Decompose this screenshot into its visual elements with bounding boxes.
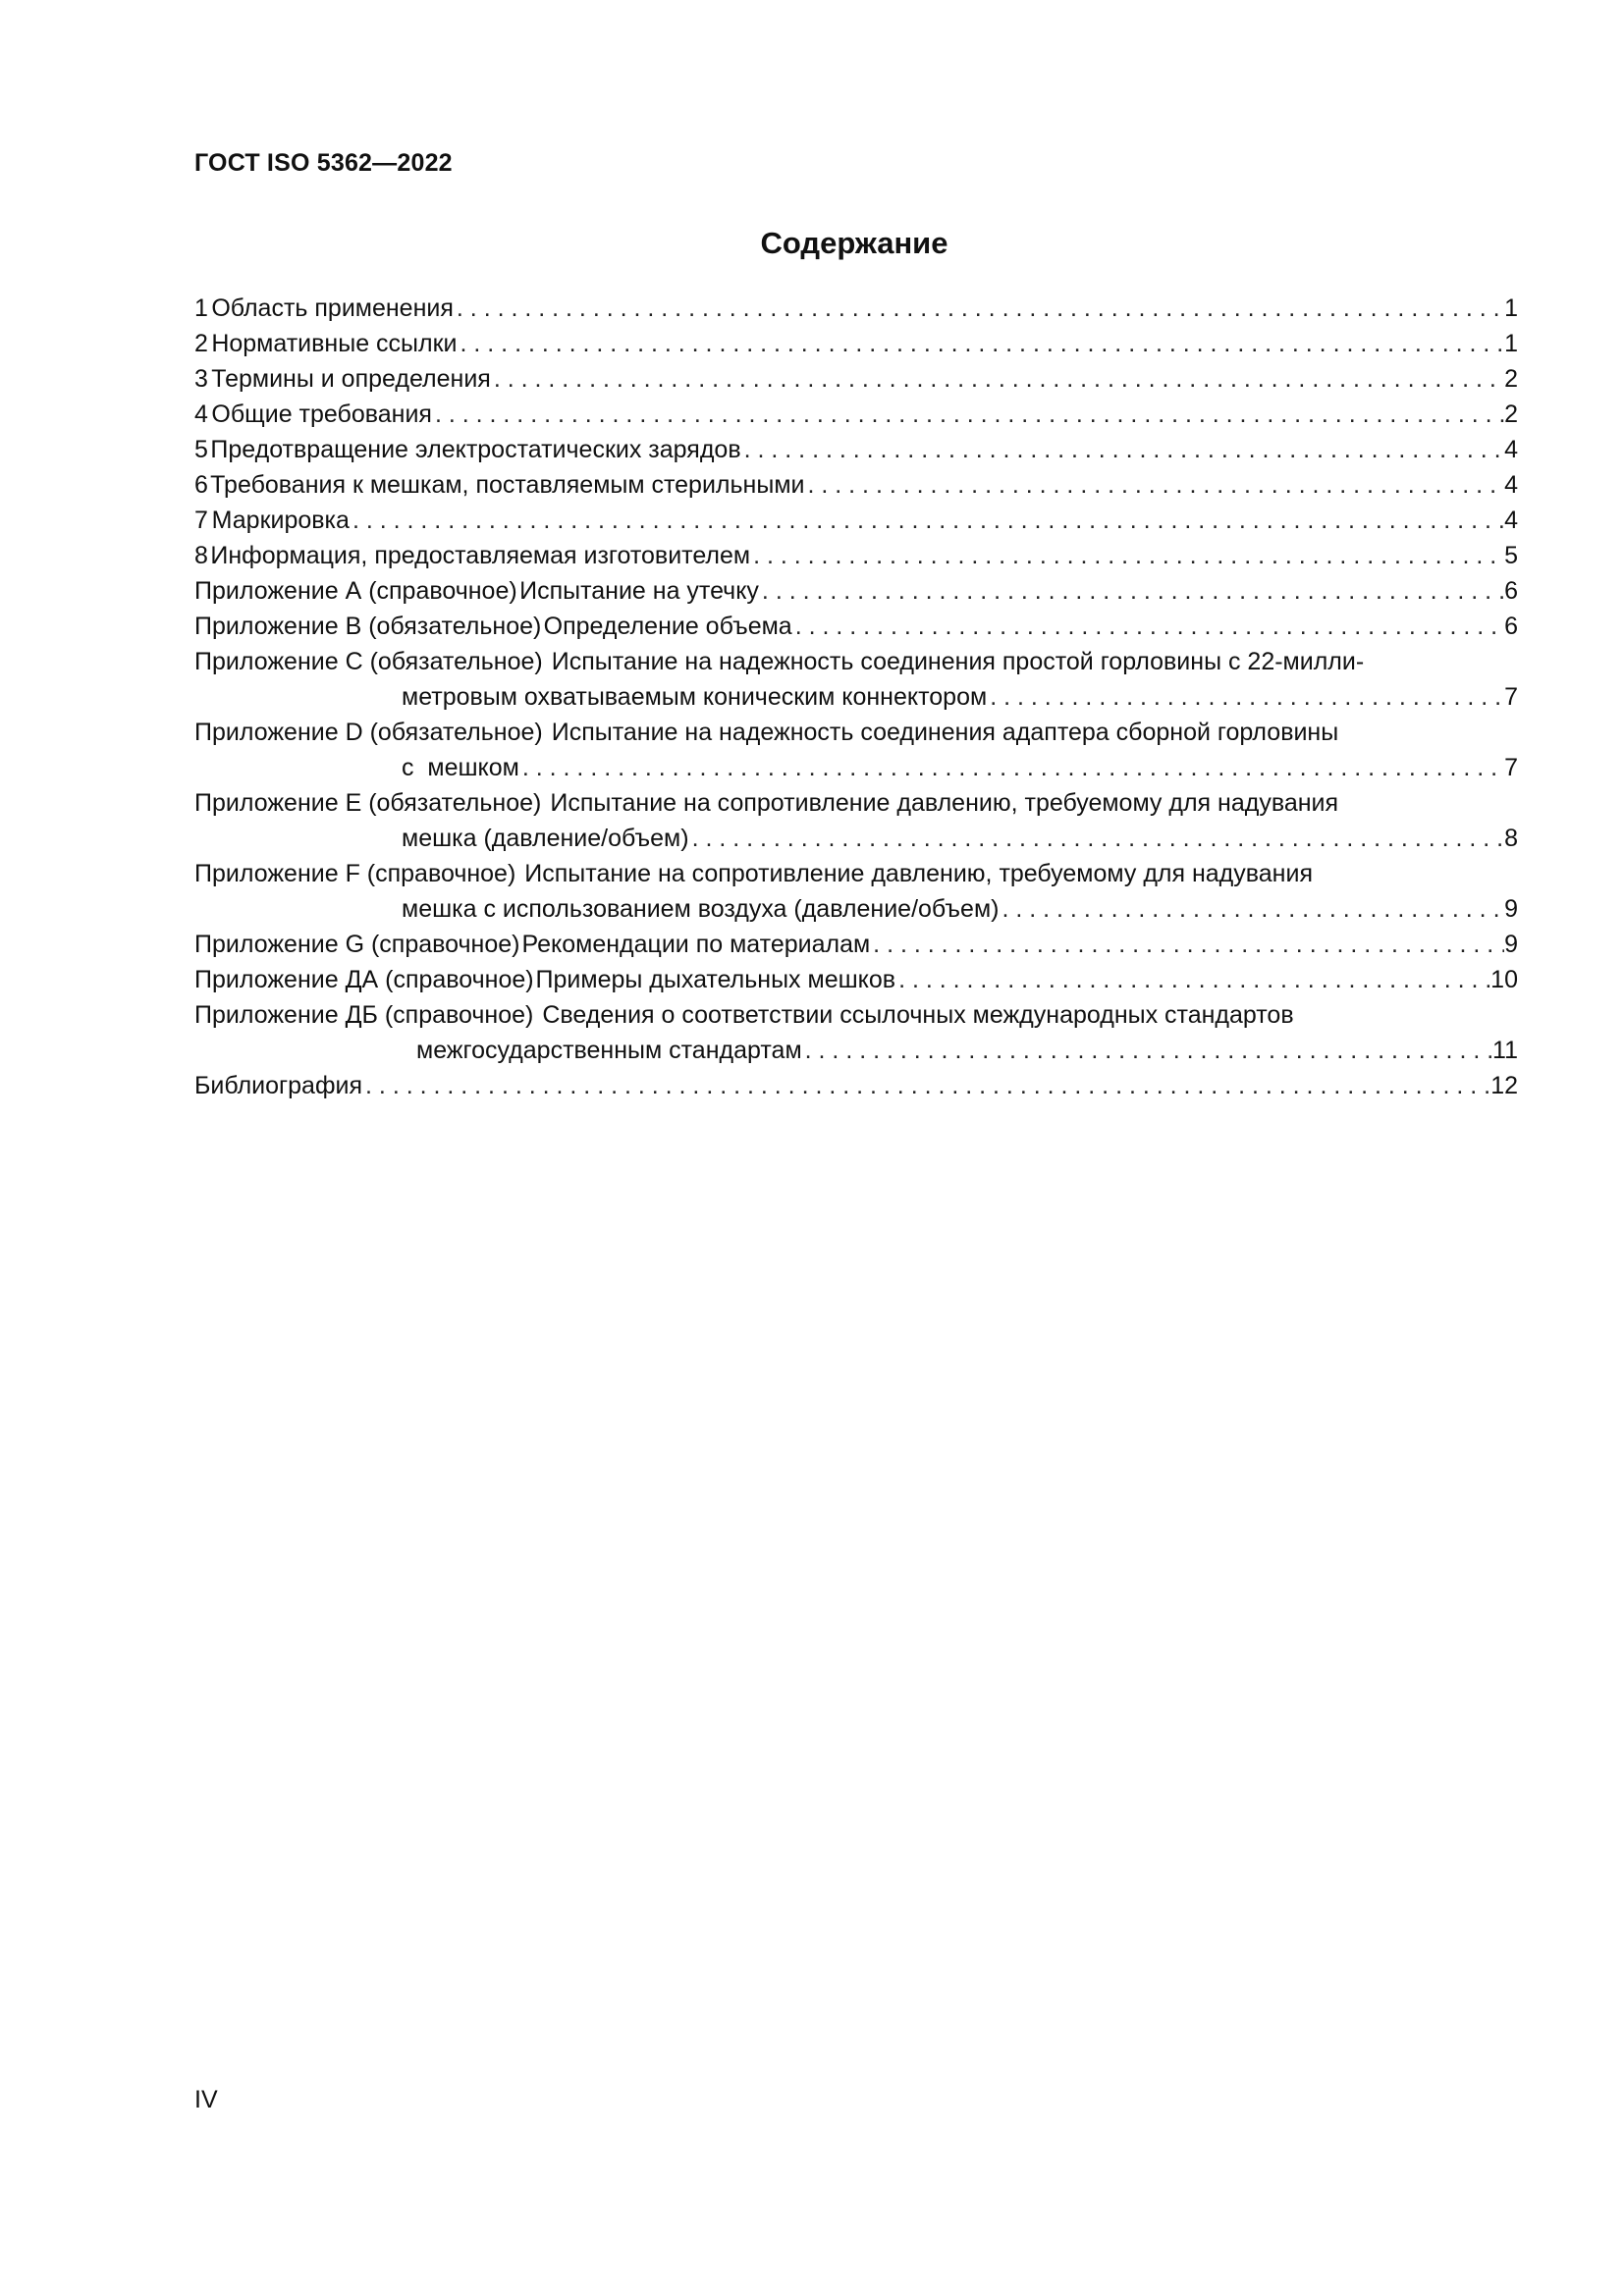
toc-item-3[interactable]	[194, 361, 1518, 397]
toc-title-line-1: Испытание на надежность соединения простой горловины с 22-милли-	[551, 648, 1365, 675]
toc-title-line-1: Испытание на надежность соединения адаптера сборной горловины	[551, 719, 1339, 746]
leader-dots	[750, 538, 1504, 573]
toc-number: 6	[194, 471, 208, 499]
toc-number: 7	[194, 507, 208, 534]
toc-page: 11	[1492, 1037, 1518, 1064]
toc-annex-label: Приложение А (справочное)	[194, 577, 517, 605]
leader-dots	[458, 326, 1505, 361]
toc-annex-label: Приложение В (обязательное)	[194, 613, 542, 640]
toc-title-line-1: Испытание на сопротивление давлению, требуемому для надувания	[550, 789, 1339, 817]
leader-dots	[802, 1033, 1492, 1068]
leader-dots	[987, 679, 1504, 715]
leader-dots	[999, 891, 1504, 927]
leader-dots	[870, 927, 1504, 962]
toc-item-6[interactable]	[194, 467, 1518, 503]
toc-item-1[interactable]	[194, 291, 1518, 326]
toc-title: Предотвращение электростатических зарядов	[210, 436, 741, 463]
toc-item-annex-g[interactable]	[194, 927, 1518, 962]
toc-number: 5	[194, 436, 208, 463]
toc-title: Рекомендации по материалам	[521, 931, 871, 958]
toc-page: 8	[1504, 825, 1518, 852]
toc-annex-label: Приложение G (справочное)	[194, 931, 520, 958]
document-code: ГОСТ ISO 5362—2022	[194, 149, 453, 177]
toc-title: Термины и определения	[211, 365, 491, 393]
toc-title: Испытание на утечку	[519, 577, 759, 605]
toc-title: Определение объема	[543, 613, 792, 640]
toc-title-line-2: мешка (давление/объем)	[402, 825, 689, 852]
toc-item-annex-f[interactable]	[194, 856, 1518, 927]
toc-title: Общие требования	[211, 400, 432, 428]
toc-number: 1	[194, 294, 208, 322]
toc-title-line-1: Сведения о соответствии ссылочных международных стандартов	[542, 1001, 1294, 1029]
leader-dots	[454, 291, 1504, 326]
toc-item-2[interactable]	[194, 326, 1518, 361]
toc-number: 3	[194, 365, 208, 393]
toc-item-annex-a[interactable]	[194, 573, 1518, 609]
toc-item-5[interactable]	[194, 432, 1518, 467]
toc-page: 1	[1504, 294, 1518, 322]
toc-annex-label: Приложение С (обязательное)	[194, 648, 543, 675]
toc-page: 6	[1504, 577, 1518, 605]
toc-page: 2	[1504, 365, 1518, 393]
toc-item-annex-b[interactable]	[194, 609, 1518, 644]
toc-page: 9	[1504, 931, 1518, 958]
toc-item-annex-c[interactable]	[194, 644, 1518, 715]
toc-page: 4	[1504, 471, 1518, 499]
toc-item-8[interactable]	[194, 538, 1518, 573]
toc-title: Маркировка	[211, 507, 350, 534]
toc-page: 5	[1504, 542, 1518, 569]
leader-dots	[350, 503, 1504, 538]
toc-title-line-2: с мешком	[402, 754, 519, 781]
toc-title-line-2: метровым охватываемым коническим коннектором	[402, 683, 988, 711]
toc-title: Нормативные ссылки	[211, 330, 458, 357]
leader-dots	[792, 609, 1504, 644]
leader-dots	[432, 397, 1504, 432]
toc-number: 4	[194, 400, 208, 428]
toc-page: 1	[1504, 330, 1518, 357]
toc-page: 10	[1490, 966, 1518, 993]
toc-page: 2	[1504, 400, 1518, 428]
toc-title: Требования к мешкам, поставляемым стерильными	[210, 471, 805, 499]
leader-dots	[491, 361, 1504, 397]
leader-dots	[519, 750, 1504, 785]
leader-dots	[741, 432, 1504, 467]
toc-annex-label: Приложение Е (обязательное)	[194, 789, 542, 817]
toc-page: 4	[1504, 436, 1518, 463]
toc-item-annex-d[interactable]	[194, 715, 1518, 785]
toc-annex-label: Приложение ДА (справочное)	[194, 966, 534, 993]
toc-item-bibliography[interactable]	[194, 1068, 1518, 1103]
toc-item-annex-db[interactable]	[194, 997, 1518, 1068]
leader-dots	[895, 962, 1490, 997]
toc-title: Примеры дыхательных мешков	[535, 966, 896, 993]
toc-page: 9	[1504, 895, 1518, 923]
leader-dots	[759, 573, 1504, 609]
toc-page: 7	[1504, 754, 1518, 781]
toc-annex-label: Приложение ДБ (справочное)	[194, 1001, 534, 1029]
toc-item-annex-e[interactable]	[194, 785, 1518, 856]
leader-dots	[689, 821, 1505, 856]
toc-item-7[interactable]	[194, 503, 1518, 538]
page-title: Содержание	[760, 226, 948, 260]
toc-title-line-2: мешка с использованием воздуха (давление/объем)	[402, 895, 1000, 923]
toc-title-line-1: Испытание на сопротивление давлению, требуемому для надувания	[524, 860, 1313, 887]
toc-number: 8	[194, 542, 208, 569]
toc-page: 4	[1504, 507, 1518, 534]
toc-annex-label: Приложение F (справочное)	[194, 860, 516, 887]
leader-dots	[804, 467, 1504, 503]
toc-title: Информация, предоставляемая изготовителем	[210, 542, 751, 569]
table-of-contents	[194, 291, 1518, 1103]
toc-page: 12	[1490, 1072, 1518, 1099]
toc-annex-label: Приложение D (обязательное)	[194, 719, 543, 746]
toc-number: 2	[194, 330, 208, 357]
toc-item-4[interactable]	[194, 397, 1518, 432]
toc-title: Библиография	[194, 1072, 363, 1099]
toc-page: 7	[1504, 683, 1518, 711]
leader-dots	[362, 1068, 1490, 1103]
toc-title-line-2: межгосударственным стандартам	[416, 1037, 802, 1064]
toc-page: 6	[1504, 613, 1518, 640]
page-number: IV	[194, 2086, 218, 2113]
toc-item-annex-da[interactable]	[194, 962, 1518, 997]
toc-title: Область применения	[211, 294, 454, 322]
